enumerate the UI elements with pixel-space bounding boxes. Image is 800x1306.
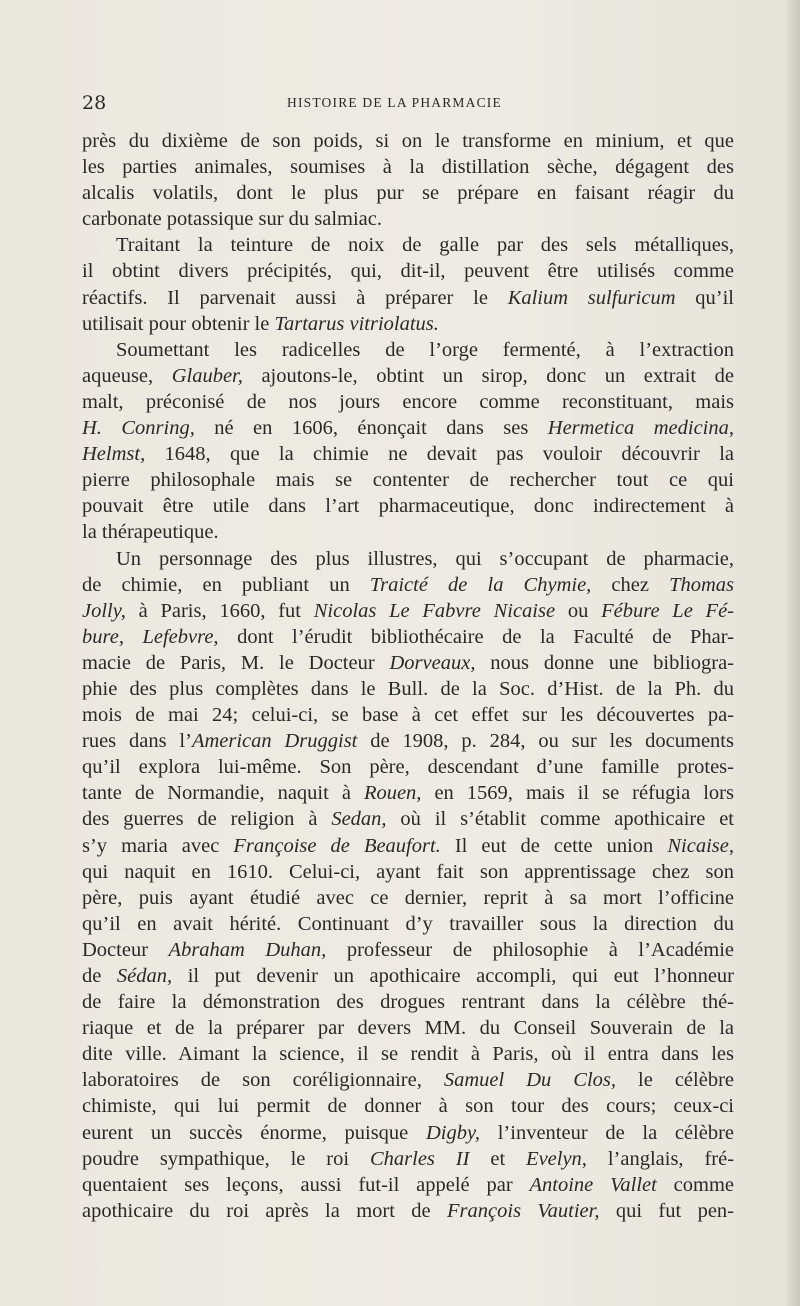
text-line: alcalis volatils, dont le plus pur se prépare en faisant réagir du [82, 182, 734, 205]
text-line: poudre sympathique, le roi Charles II et Evelyn, l’anglais, fré- [82, 1147, 735, 1170]
text-line: la thérapeutique. [82, 521, 219, 544]
text-line: Un personnage des plus illustres, qui s’occupant de pharmacie, [116, 547, 734, 570]
text-line: Jolly, à Paris, 1660, fut Nicolas Le Fabvre Nicaise ou Fébure Le Fé- [82, 599, 735, 622]
text-line: chimiste, qui lui permit de donner à son tour des cours; ceux-ci [82, 1095, 734, 1118]
text-line: aqueuse, Glauber, ajoutons-le, obtint un sirop, donc un extrait de [82, 364, 734, 387]
text-line: carbonate potassique sur du salmiac. [82, 208, 383, 231]
text-line: de faire la démonstration des drogues rentrant dans la célèbre thé- [82, 991, 734, 1014]
text-line: rues dans l’American Druggist de 1908, p. 284, ou sur les documents [82, 730, 734, 753]
text-line: utilisait pour obtenir le Tartarus vitriolatus. [82, 312, 439, 335]
text-line: bure, Lefebvre, dont l’érudit bibliothécaire de la Faculté de Phar- [82, 625, 734, 648]
text-line: Soumettant les radicelles de l’orge fermenté, à l’extraction [116, 338, 734, 361]
text-line: riaque et de la préparer par devers MM. du Conseil Souverain de la [82, 1017, 734, 1040]
text-line: qu’il en avait hérité. Continuant d’y travailler sous la direction du [82, 912, 734, 935]
text-line: phie des plus complètes dans le Bull. de la Soc. d’Hist. de la Ph. du [82, 677, 734, 700]
text-line: Docteur Abraham Duhan, professeur de philosophie à l’Académie [82, 938, 735, 961]
text-line: H. Conring, né en 1606, énonçait dans ses Hermetica medicina, [82, 417, 734, 440]
page-number: 28 [82, 92, 107, 114]
text-line: pierre philosophale mais se contenter de rechercher tout ce qui [82, 469, 734, 492]
text-line: père, puis ayant étudié avec ce dernier, reprit à sa mort l’officine [82, 886, 734, 909]
text-line: pouvait être utile dans l’art pharmaceutique, donc indirectement à [82, 495, 734, 518]
text-line: macie de Paris, M. le Docteur Dorveaux, nous donne une bibliogra- [82, 651, 735, 674]
text-line: s’y maria avec Françoise de Beaufort. Il eut de cette union Nicaise, [82, 834, 734, 857]
text-line: dite ville. Aimant la science, il se rendit à Paris, où il entra dans les [82, 1043, 734, 1066]
text-line: Traitant la teinture de noix de galle par des sels métalliques, [116, 234, 734, 257]
page-edge [786, 0, 800, 1306]
text-line: de chimie, en publiant un Traicté de la Chymie, chez Thomas [82, 573, 734, 596]
text-line: tante de Normandie, naquit à Rouen, en 1569, mais il se réfugia lors [82, 782, 734, 805]
running-head [82, 90, 742, 120]
text-line: qui naquit en 1610. Celui-ci, ayant fait son apprentissage chez son [82, 860, 734, 883]
body-text [82, 128, 734, 1224]
text-line: apothicaire du roi après la mort de François Vautier, qui fut pen- [82, 1199, 734, 1222]
text-line: près du dixième de son poids, si on le transforme en minium, et que [82, 130, 734, 152]
text-line: quentaient ses leçons, aussi fut-il appelé par Antoine Vallet comme [82, 1173, 734, 1196]
text-line: les parties animales, soumises à la distillation sèche, dégagent des [82, 156, 734, 179]
text-line: des guerres de religion à Sedan, où il s’établit comme apothicaire et [82, 808, 734, 831]
text-line: Helmst, 1648, que la chimie ne devait pas vouloir découvrir la [82, 443, 734, 466]
text-line: eurent un succès énorme, puisque Digby, l’inventeur de la célèbre [82, 1121, 735, 1144]
text-line: de Sédan, il put devenir un apothicaire accompli, qui eut l’honneur [82, 965, 735, 987]
text-line: laboratoires de son coréligionnaire, Samuel Du Clos, le célèbre [82, 1069, 735, 1092]
text-line: qu’il explora lui-même. Son père, descendant d’une famille protes- [82, 756, 734, 779]
running-title: HISTOIRE DE LA PHARMACIE [287, 95, 502, 110]
text-line: mois de mai 24; celui-ci, se base à cet effet sur les découvertes pa- [82, 704, 734, 727]
text-line: malt, préconisé de nos jours encore comme reconstituant, mais [82, 390, 734, 413]
text-line: il obtint divers précipités, qui, dit-il, peuvent être utilisés comme [82, 260, 734, 283]
text-line: réactifs. Il parvenait aussi à préparer le Kalium sulfuricum qu’il [82, 286, 734, 309]
